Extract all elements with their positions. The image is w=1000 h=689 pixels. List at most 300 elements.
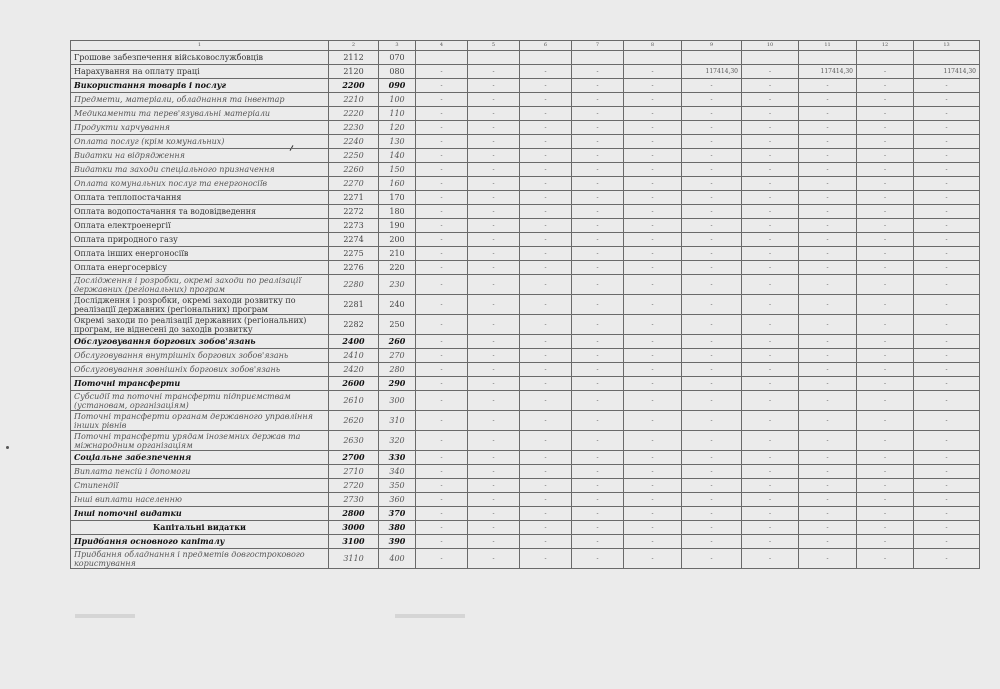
row-value: - [520,479,572,493]
row-value: - [520,391,572,411]
table-row [71,233,980,247]
row-kekv: 2260 [329,163,379,177]
row-code: 170 [379,191,416,205]
row-value: - [468,507,520,521]
row-value: - [742,93,799,107]
table-row [71,163,980,177]
row-value: - [857,79,914,93]
row-value: - [857,479,914,493]
row-name: Нарахування на оплату праці [71,65,329,79]
budget-table [70,40,980,569]
row-value: - [468,363,520,377]
row-name: Інші виплати населенню [71,493,329,507]
row-value: - [520,261,572,275]
row-value: - [914,121,980,135]
row-value: - [416,411,468,431]
row-value: - [857,521,914,535]
row-value: - [742,431,799,451]
row-value: - [682,521,742,535]
row-value: - [914,507,980,521]
row-value: - [468,295,520,315]
row-value: - [572,247,624,261]
row-value: - [468,65,520,79]
row-name: Поточні трансферти [71,377,329,391]
row-value: - [416,93,468,107]
row-value: - [572,465,624,479]
row-value: - [799,163,857,177]
row-value: - [914,177,980,191]
row-value: - [572,295,624,315]
row-value: - [682,335,742,349]
row-value: - [624,465,682,479]
table-row [71,205,980,219]
row-value: - [520,191,572,205]
row-name: Оплата послуг (крім комунальних) [71,135,329,149]
row-value: - [416,507,468,521]
row-value: - [857,261,914,275]
table-row [71,431,980,451]
row-value: - [914,233,980,247]
row-code: 330 [379,451,416,465]
row-value: - [520,377,572,391]
column-number: 10 [742,41,799,51]
table-row [71,219,980,233]
row-value: - [468,465,520,479]
row-kekv: 2282 [329,315,379,335]
row-value: - [468,315,520,335]
row-value: - [520,411,572,431]
row-code: 360 [379,493,416,507]
row-value: - [914,79,980,93]
row-value: - [468,349,520,363]
row-value: - [520,535,572,549]
row-value: - [914,93,980,107]
row-value: - [742,191,799,205]
row-value: - [468,79,520,93]
row-value: - [572,521,624,535]
row-kekv: 2112 [329,51,379,65]
row-value: - [857,465,914,479]
column-number: 6 [520,41,572,51]
row-value: - [624,391,682,411]
table-row [71,135,980,149]
row-value: - [682,465,742,479]
row-value: - [799,121,857,135]
row-value: 117414,30 [799,65,857,79]
row-value: - [520,275,572,295]
row-value: - [914,335,980,349]
row-value: - [799,549,857,569]
row-value: - [857,493,914,507]
row-value: - [468,107,520,121]
row-value [914,51,980,65]
row-value: - [682,93,742,107]
column-number: 1 [71,41,329,51]
row-value: - [416,535,468,549]
row-kekv: 2400 [329,335,379,349]
row-code: 250 [379,315,416,335]
row-value: - [799,315,857,335]
row-value: - [857,163,914,177]
row-value: - [742,549,799,569]
row-value: - [857,107,914,121]
row-value: - [914,275,980,295]
row-value: - [682,177,742,191]
row-value: - [572,163,624,177]
row-value: - [799,261,857,275]
row-kekv: 2275 [329,247,379,261]
row-name: Поточні трансферти урядам іноземних держав та міжнародним організаціям [71,431,329,451]
row-value: - [914,493,980,507]
row-value: - [914,247,980,261]
row-value: - [520,65,572,79]
table-row [71,107,980,121]
row-value: - [624,275,682,295]
row-value: - [857,219,914,233]
row-value: - [682,79,742,93]
row-value: - [914,549,980,569]
row-kekv: 2620 [329,411,379,431]
row-name: Інші поточні видатки [71,507,329,521]
row-value: - [572,451,624,465]
row-value [799,51,857,65]
row-kekv: 2270 [329,177,379,191]
row-value: - [416,295,468,315]
row-kekv: 3100 [329,535,379,549]
row-value: - [799,431,857,451]
row-value: - [742,261,799,275]
row-value: - [914,315,980,335]
row-value: - [416,163,468,177]
row-value: - [914,431,980,451]
row-code: 130 [379,135,416,149]
row-value: - [624,191,682,205]
row-value [742,51,799,65]
row-value [857,51,914,65]
row-kekv: 2280 [329,275,379,295]
row-value [468,51,520,65]
row-name: Видатки та заходи спеціального призначення [71,163,329,177]
row-name: Стипендії [71,479,329,493]
row-value: - [468,177,520,191]
row-kekv: 2276 [329,261,379,275]
table-row [71,535,980,549]
table-row [71,93,980,107]
row-value: - [857,177,914,191]
table-row [71,493,980,507]
row-kekv: 2800 [329,507,379,521]
scan-smudge [395,614,465,618]
row-code: 370 [379,507,416,521]
row-value: - [682,205,742,219]
row-kekv: 2720 [329,479,379,493]
row-value: - [520,431,572,451]
row-code: 110 [379,107,416,121]
row-value: - [799,233,857,247]
table-row [71,335,980,349]
row-value: - [416,107,468,121]
row-value: - [682,163,742,177]
row-value: - [799,535,857,549]
table-row [71,247,980,261]
row-value: - [624,479,682,493]
row-code: 140 [379,149,416,163]
column-number: 9 [682,41,742,51]
row-value: - [572,205,624,219]
row-value: - [742,149,799,163]
row-value: - [416,191,468,205]
row-value: - [520,349,572,363]
row-value: - [416,135,468,149]
row-value: - [742,507,799,521]
row-name: Видатки на відрядження [71,149,329,163]
table-row [71,65,980,79]
row-value: - [799,377,857,391]
row-value: - [742,315,799,335]
column-number: 4 [416,41,468,51]
row-value: - [572,135,624,149]
row-value: - [416,121,468,135]
row-value: - [742,79,799,93]
row-value: - [742,163,799,177]
row-name: Грошове забезпечення військовослужбовців [71,51,329,65]
row-value: - [468,535,520,549]
row-value: - [624,177,682,191]
row-value: - [799,411,857,431]
row-value: - [799,391,857,411]
row-kekv: 2273 [329,219,379,233]
row-value: - [799,493,857,507]
row-name: Поточні трансферти органам державного управління інших рівнів [71,411,329,431]
row-value [624,51,682,65]
row-value: - [468,149,520,163]
row-code: 240 [379,295,416,315]
row-value: - [520,295,572,315]
row-value: - [520,335,572,349]
row-value: - [914,149,980,163]
row-value: - [624,121,682,135]
row-value: - [572,377,624,391]
row-name: Оплата енергосервісу [71,261,329,275]
row-value: - [572,107,624,121]
row-value: - [857,191,914,205]
table-row [71,507,980,521]
row-value: - [624,363,682,377]
row-value: - [624,315,682,335]
row-code: 220 [379,261,416,275]
row-value: - [682,507,742,521]
row-value: - [914,163,980,177]
table-row [71,549,980,569]
row-value: - [857,451,914,465]
row-value: - [624,135,682,149]
row-kekv: 2210 [329,93,379,107]
row-value: - [742,411,799,431]
row-value: - [572,233,624,247]
row-value: - [416,377,468,391]
row-value: - [624,521,682,535]
scan-smudge [75,614,135,618]
row-value: - [742,377,799,391]
row-value: - [914,261,980,275]
row-value: - [742,363,799,377]
row-value: - [857,205,914,219]
row-value: - [742,65,799,79]
row-value: - [572,507,624,521]
row-value: - [624,79,682,93]
table-row [71,349,980,363]
row-value: - [416,79,468,93]
row-code: 200 [379,233,416,247]
row-value: - [742,479,799,493]
row-value: - [624,149,682,163]
row-kekv: 2600 [329,377,379,391]
row-value: - [682,275,742,295]
row-value: - [682,431,742,451]
row-value: - [742,135,799,149]
row-kekv: 2420 [329,363,379,377]
table-row [71,275,980,295]
row-value: - [520,493,572,507]
row-value: - [520,107,572,121]
row-value: - [416,219,468,233]
row-kekv: 2700 [329,451,379,465]
row-value: 117414,30 [914,65,980,79]
row-value: - [468,219,520,233]
row-value: - [857,349,914,363]
row-value: - [416,205,468,219]
row-value [416,51,468,65]
row-value: - [572,93,624,107]
row-code: 100 [379,93,416,107]
row-value: - [799,507,857,521]
row-value: - [624,535,682,549]
row-value: - [468,451,520,465]
row-value: - [624,451,682,465]
row-value: - [857,363,914,377]
row-value: - [416,521,468,535]
row-value: - [682,191,742,205]
row-value: - [468,431,520,451]
row-value: - [682,219,742,233]
row-value: - [468,521,520,535]
row-value: - [682,549,742,569]
table-row [71,79,980,93]
row-value: - [914,349,980,363]
row-value: - [742,121,799,135]
row-value: - [914,535,980,549]
row-value: - [682,479,742,493]
row-value: - [416,177,468,191]
column-number: 11 [799,41,857,51]
row-code: 190 [379,219,416,233]
row-name: Окремі заходи по реалізації державних (регіональних) програм, не віднесені до заходів розвитку [71,315,329,335]
row-value: - [416,233,468,247]
row-value [572,51,624,65]
row-value: - [572,411,624,431]
row-value: - [857,377,914,391]
row-value: - [416,549,468,569]
row-kekv: 2120 [329,65,379,79]
row-value: - [682,233,742,247]
row-value: - [572,363,624,377]
column-number: 2 [329,41,379,51]
row-value: - [468,377,520,391]
row-value: - [742,219,799,233]
row-kekv: 2410 [329,349,379,363]
row-value: - [914,411,980,431]
row-value: - [742,493,799,507]
row-value: - [914,295,980,315]
row-value: - [857,295,914,315]
row-value: - [624,93,682,107]
row-value: - [914,107,980,121]
row-name: Оплата теплопостачання [71,191,329,205]
row-name: Обслуговування внутрішніх боргових зобов'язань [71,349,329,363]
row-code: 390 [379,535,416,549]
row-value: - [682,535,742,549]
row-name: Дослідження і розробки, окремі заходи по реалізації державних (регіональних) програм [71,275,329,295]
row-value: - [416,349,468,363]
row-value: - [682,493,742,507]
row-value: - [857,149,914,163]
row-value: - [416,493,468,507]
row-value: - [799,295,857,315]
row-value: - [624,335,682,349]
row-value: - [572,493,624,507]
row-value: - [799,479,857,493]
row-code: 260 [379,335,416,349]
row-value: - [572,535,624,549]
row-name: Капітальні видатки [71,521,329,535]
row-value: - [520,315,572,335]
column-number: 7 [572,41,624,51]
row-name: Оплата водопостачання та водовідведення [71,205,329,219]
row-code: 320 [379,431,416,451]
row-value: - [682,349,742,363]
row-kekv: 3000 [329,521,379,535]
table-row [71,479,980,493]
row-value: - [857,315,914,335]
row-value: - [857,549,914,569]
row-value: - [799,349,857,363]
row-value: - [572,79,624,93]
row-value: - [682,121,742,135]
row-value: - [799,93,857,107]
row-value: - [520,121,572,135]
row-value: - [682,391,742,411]
row-value [682,51,742,65]
row-code: 080 [379,65,416,79]
row-value: - [572,275,624,295]
row-kekv: 2200 [329,79,379,93]
row-kekv: 2281 [329,295,379,315]
row-value: - [742,349,799,363]
row-value: - [416,363,468,377]
row-value: - [520,79,572,93]
row-value: - [682,107,742,121]
row-name: Субсидії та поточні трансферти підприємствам (установам, організаціям) [71,391,329,411]
row-value: - [416,479,468,493]
row-kekv: 2730 [329,493,379,507]
row-value: - [572,335,624,349]
column-number: 8 [624,41,682,51]
row-value: - [799,191,857,205]
row-value: - [742,295,799,315]
row-value: - [682,363,742,377]
table-row [71,363,980,377]
row-value: - [914,479,980,493]
